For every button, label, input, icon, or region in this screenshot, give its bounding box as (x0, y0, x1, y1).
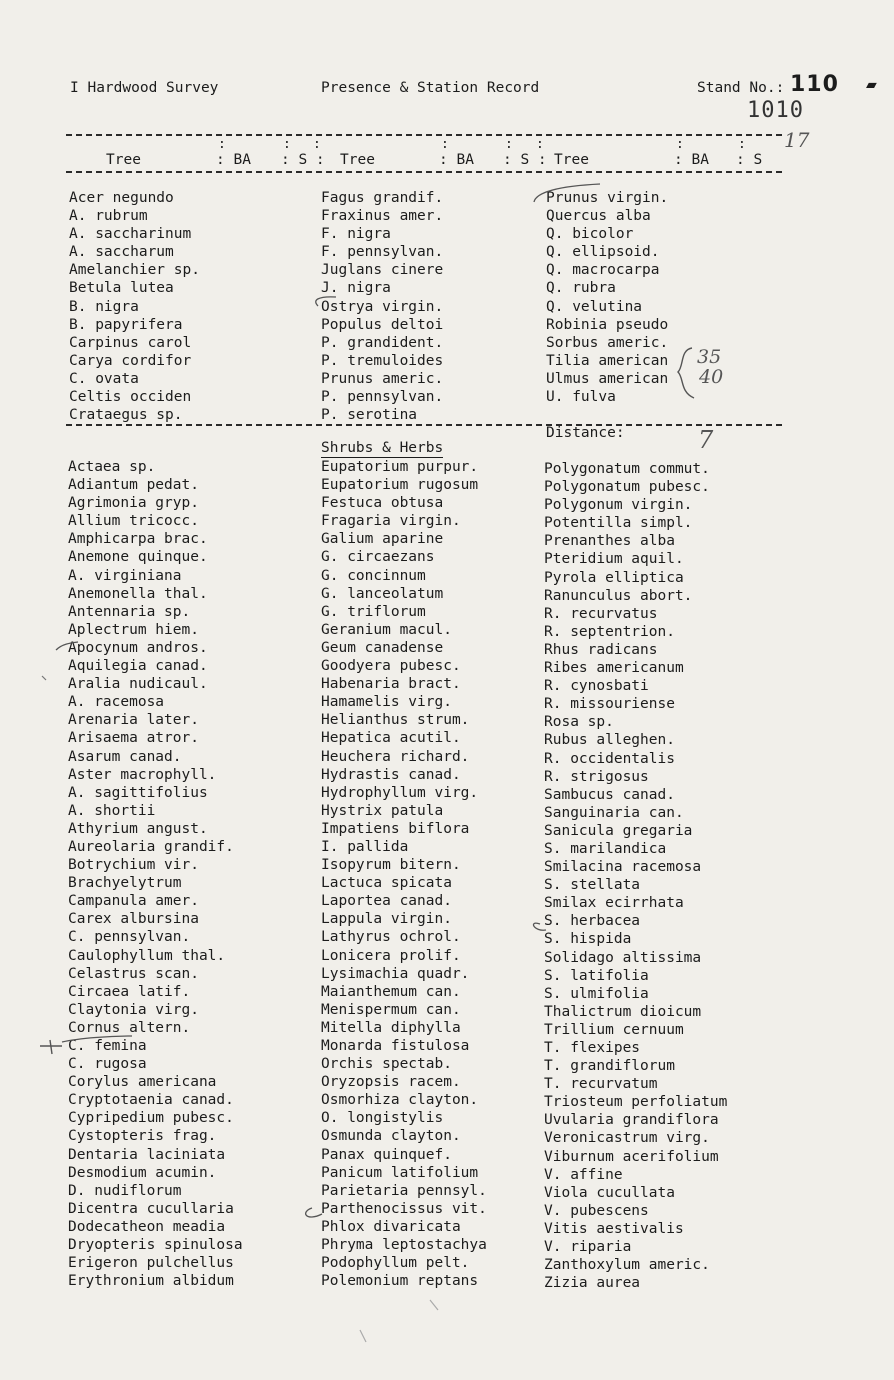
species-entry: Hamamelis virg. (321, 694, 452, 711)
species-entry: Aplectrum hiem. (68, 621, 199, 638)
tree-list-col3 (546, 189, 668, 406)
divider-colon: : (283, 137, 291, 152)
species-entry: Ulmus american (546, 370, 669, 387)
species-entry: T. recurvatum (544, 1076, 658, 1093)
divider-colon: : (505, 137, 513, 152)
species-entry: A. shortii (68, 802, 156, 819)
species-entry: C. pennsylvan. (68, 929, 191, 946)
species-entry: Galium aparine (321, 531, 444, 548)
species-entry: Thalictrum dioicum (544, 1003, 702, 1020)
species-entry: Sanicula gregaria (544, 822, 693, 839)
species-entry: Habenaria bract. (321, 676, 461, 693)
species-entry: Agrimonia gryp. (68, 495, 199, 512)
divider-colon: : (738, 137, 746, 152)
species-entry: S. stellata (544, 877, 641, 894)
species-entry: Fragaria virgin. (321, 513, 461, 530)
species-entry: Eupatorium rugosum (321, 477, 479, 494)
col-header-s-3: : S (736, 152, 763, 168)
species-entry: Dodecatheon meadia (68, 1218, 226, 1235)
species-entry: S. latifolia (544, 967, 649, 984)
species-entry: Rubus alleghen. (544, 732, 675, 749)
species-entry: Osmorhiza clayton. (321, 1092, 479, 1109)
species-entry: S. marilandica (544, 840, 667, 857)
species-entry: Carex albursina (68, 911, 199, 928)
species-entry: A. rubrum (69, 208, 148, 225)
species-entry: Isopyrum bitern. (321, 857, 461, 874)
species-entry: Hydrastis canad. (321, 766, 461, 783)
species-entry: D. nudiflorum (68, 1182, 182, 1199)
divider-colon: : (536, 137, 544, 152)
species-entry: Cryptotaenia canad. (68, 1092, 234, 1109)
species-entry: Eupatorium purpur. (321, 459, 479, 475)
species-entry: Dentaria laciniata (68, 1146, 226, 1163)
species-entry: Impatiens biflora (321, 820, 470, 837)
species-entry: Acer negundo (69, 190, 174, 206)
species-entry: Smilacina racemosa (544, 859, 702, 876)
species-entry: Anemone quinque. (68, 549, 208, 566)
species-entry: Q. macrocarpa (546, 262, 660, 279)
species-entry: R. missouriense (544, 696, 675, 713)
species-entry: Viola cucullata (544, 1184, 675, 1201)
species-entry: A. saccharum (69, 244, 174, 261)
record-title: Presence & Station Record (321, 80, 540, 96)
species-entry: Erigeron pulchellus (68, 1255, 234, 1272)
species-entry: Pyrola elliptica (544, 569, 684, 586)
species-entry: A. saccharinum (69, 226, 192, 243)
species-entry: Dicentra cucullaria (68, 1200, 234, 1217)
shrub-list-col2 (321, 458, 487, 1290)
tree-list-col1 (69, 189, 200, 424)
species-entry: G. lanceolatum (321, 585, 444, 602)
edge-mark: ▰ (866, 74, 877, 95)
species-entry: Campanula amer. (68, 893, 199, 910)
species-entry: Tilia american (546, 352, 669, 369)
species-entry: Asarum canad. (68, 748, 182, 765)
species-entry: Vitis aestivalis (544, 1220, 684, 1237)
species-entry: Monarda fistulosa (321, 1038, 470, 1054)
species-entry: Actaea sp. (68, 459, 156, 475)
species-entry: I. pallida (321, 838, 409, 855)
species-entry: Menispermum can. (321, 1001, 461, 1018)
species-entry: B. papyrifera (69, 316, 183, 333)
species-entry: Panicum latifolium (321, 1164, 479, 1181)
species-entry: S. ulmifolia (544, 985, 649, 1002)
species-entry: Populus deltoi (321, 316, 444, 333)
species-entry: O. longistylis (321, 1110, 444, 1127)
species-entry: Adiantum pedat. (68, 477, 199, 494)
species-entry: Osmunda clayton. (321, 1128, 461, 1145)
species-entry: Juglans cinere (321, 262, 444, 279)
species-entry: V. affine (544, 1166, 623, 1183)
divider-colon: : (441, 137, 449, 152)
species-entry: Carpinus carol (69, 334, 192, 351)
species-entry: Athyrium angust. (68, 820, 208, 837)
species-entry: Claytonia virg. (68, 1001, 199, 1018)
species-entry: P. serotina (321, 407, 418, 424)
species-entry: Ribes americanum (544, 660, 684, 677)
species-entry: Lonicera prolif. (321, 947, 461, 964)
species-entry: A. virginiana (68, 567, 182, 584)
species-entry: Caulophyllum thal. (68, 947, 226, 964)
species-entry: V. pubescens (544, 1202, 649, 1219)
corner-number: 17 (784, 128, 810, 152)
species-entry: Aster macrophyll. (68, 766, 217, 783)
species-entry: Dryopteris spinulosa (68, 1237, 243, 1254)
divider-colon: : (676, 137, 684, 152)
species-entry: R. occidentalis (544, 750, 675, 767)
stray-mark (360, 1300, 438, 1342)
species-entry: A. sagittifolius (68, 784, 208, 801)
col-header-ba-2: : BA (439, 152, 474, 168)
species-entry: Prenanthes alba (544, 533, 675, 550)
shrub-list-col3 (544, 460, 727, 1292)
top-dashed-rule (66, 134, 782, 136)
stray-mark (42, 676, 46, 680)
species-entry: Podophyllum pelt. (321, 1255, 470, 1272)
divider-colon: : (218, 137, 226, 152)
species-entry: Ostrya virgin. (321, 298, 444, 315)
species-entry: Celastrus scan. (68, 965, 199, 982)
species-entry: Festuca obtusa (321, 495, 444, 512)
species-entry: Amelanchier sp. (69, 262, 200, 279)
species-entry: Pteridium aquil. (544, 551, 684, 568)
col-header-tree-1: Tree (106, 152, 141, 168)
species-entry: Zizia aurea (544, 1275, 641, 1292)
species-entry: Q. rubra (546, 280, 616, 297)
species-entry: P. tremuloides (321, 352, 444, 369)
species-entry: Triosteum perfoliatum (544, 1094, 728, 1111)
col-header-tree-2: Tree (340, 152, 375, 168)
species-entry: Viburnum acerifolium (544, 1148, 719, 1165)
species-entry: Lactuca spicata (321, 875, 452, 892)
species-entry: Cornus altern. (68, 1019, 191, 1036)
species-entry: Aureolaria grandif. (68, 838, 234, 855)
species-entry: Aralia nudicaul. (68, 676, 208, 693)
mid-dashed-rule (66, 424, 782, 426)
species-entry: Sorbus americ. (546, 334, 669, 351)
species-entry: Solidago altissima (544, 949, 702, 966)
species-entry: Polygonatum commut. (544, 461, 710, 477)
species-entry: Betula lutea (69, 280, 174, 297)
species-entry: Cystopteris frag. (68, 1128, 217, 1145)
stand-number: 110 (790, 72, 839, 97)
species-entry: Rhus radicans (544, 641, 658, 658)
species-entry: Celtis occiden (69, 389, 192, 406)
species-entry: P. pennsylvan. (321, 389, 444, 406)
species-entry: Heuchera richard. (321, 748, 470, 765)
species-entry: S. herbacea (544, 913, 641, 930)
species-entry: F. nigra (321, 226, 391, 243)
species-entry: F. pennsylvan. (321, 244, 444, 261)
species-entry: Orchis spectab. (321, 1056, 452, 1073)
species-entry: Lappula virgin. (321, 911, 452, 928)
species-entry: Amphicarpa brac. (68, 531, 208, 548)
col-header-tree-3: Tree (554, 152, 589, 168)
species-entry: Parietaria pennsyl. (321, 1182, 487, 1199)
species-entry: Geranium macul. (321, 621, 452, 638)
species-entry: G. circaezans (321, 549, 435, 566)
species-entry: Q. ellipsoid. (546, 244, 660, 261)
species-entry: Desmodium acumin. (68, 1164, 217, 1181)
species-entry: Parthenocissus vit. (321, 1200, 487, 1217)
species-entry: Goodyera pubesc. (321, 658, 461, 675)
species-entry: V. riparia (544, 1239, 632, 1256)
species-entry: Potentilla simpl. (544, 515, 693, 532)
species-entry: Hystrix patula (321, 802, 444, 819)
species-entry: Anemonella thal. (68, 585, 208, 602)
species-entry: P. grandident. (321, 334, 444, 351)
col-header-ba-1: : BA (216, 152, 251, 168)
species-entry: Hydrophyllum virg. (321, 784, 479, 801)
species-entry: Prunus americ. (321, 370, 444, 387)
check-mark (306, 1208, 322, 1217)
species-entry: Q. velutina (546, 298, 643, 315)
species-entry: Helianthus strum. (321, 712, 470, 729)
species-entry: Hepatica acutil. (321, 730, 461, 747)
species-entry: Allium tricocc. (68, 513, 199, 530)
species-entry: Panax quinquef. (321, 1146, 452, 1163)
species-entry: J. nigra (321, 280, 391, 297)
species-entry: T. flexipes (544, 1040, 641, 1056)
species-entry: Sanguinaria can. (544, 804, 684, 821)
col-header-s-2: : S : (503, 152, 547, 168)
shrub-list-col1 (68, 458, 243, 1290)
species-entry: S. hispida (544, 931, 632, 948)
species-entry: Apocynum andros. (68, 639, 208, 656)
species-entry: Corylus americana (68, 1074, 217, 1091)
species-entry: Uvularia grandiflora (544, 1112, 719, 1129)
header-dashed-rule (66, 171, 782, 173)
species-entry: B. nigra (69, 298, 139, 315)
species-entry: U. fulva (546, 389, 616, 406)
species-entry: Trillium cernuum (544, 1021, 684, 1038)
species-entry: Polygonatum pubesc. (544, 479, 710, 496)
species-entry: C. femina (68, 1038, 147, 1054)
divider-colon: : (313, 137, 321, 152)
species-entry: Crataegus sp. (69, 407, 183, 424)
species-entry: T. grandiflorum (544, 1058, 675, 1075)
col-header-s-1: : S : (281, 152, 325, 168)
species-entry: Robinia pseudo (546, 316, 669, 333)
species-entry: Quercus alba (546, 208, 651, 225)
species-entry: Rosa sp. (544, 714, 614, 731)
plus-mark (40, 1040, 62, 1054)
species-entry: Circaea latif. (68, 983, 191, 1000)
tree-list-col2 (321, 189, 443, 424)
species-entry: G. concinnum (321, 567, 426, 584)
brace-mark (674, 346, 698, 400)
bracket-value-bottom: 40 (699, 366, 724, 388)
species-entry: Q. bicolor (546, 226, 634, 243)
species-entry: Laportea canad. (321, 893, 452, 910)
species-entry: Maianthemum can. (321, 983, 461, 1000)
species-entry: Ranunculus abort. (544, 587, 693, 604)
species-entry: R. septentrion. (544, 623, 675, 640)
shrubs-heading (321, 440, 443, 456)
species-entry: C. rugosa (68, 1056, 147, 1073)
species-entry: R. cynosbati (544, 678, 649, 695)
survey-title: I Hardwood Survey (70, 80, 219, 96)
species-entry: Geum canadense (321, 639, 444, 656)
shrubs-heading-text: Shrubs & Herbs (321, 440, 444, 456)
species-entry: Carya cordifor (69, 352, 192, 369)
distance-label: Distance: (546, 425, 625, 441)
stand-number-handwritten: 1010 (747, 98, 804, 123)
species-entry: Zanthoxylum americ. (544, 1257, 710, 1274)
species-entry: Lathyrus ochrol. (321, 929, 461, 946)
species-entry: Polygonum virgin. (544, 497, 693, 514)
species-entry: Phryma leptostachya (321, 1237, 487, 1254)
species-entry: C. ovata (69, 370, 139, 387)
species-entry: A. racemosa (68, 694, 165, 711)
species-entry: Sambucus canad. (544, 786, 675, 803)
species-entry: R. recurvatus (544, 605, 658, 622)
species-entry: Polemonium reptans (321, 1273, 479, 1290)
species-entry: Arisaema atror. (68, 730, 199, 747)
species-entry: Fraxinus amer. (321, 208, 444, 225)
distance-value: 7 (698, 426, 714, 454)
species-entry: Fagus grandif. (321, 190, 444, 206)
species-entry: Botrychium vir. (68, 857, 199, 874)
col-header-ba-3: : BA (674, 152, 709, 168)
species-entry: Arenaria later. (68, 712, 199, 729)
species-entry: Prunus virgin. (546, 190, 669, 206)
species-entry: G. triflorum (321, 603, 426, 620)
species-entry: Phlox divaricata (321, 1218, 461, 1235)
species-entry: Brachyelytrum (68, 875, 182, 892)
species-entry: Erythronium albidum (68, 1273, 234, 1290)
bracket-value-top: 35 (697, 346, 722, 368)
species-entry: Oryzopsis racem. (321, 1074, 461, 1091)
species-entry: Aquilegia canad. (68, 658, 208, 675)
species-entry: Cypripedium pubesc. (68, 1110, 234, 1127)
species-entry: Antennaria sp. (68, 603, 191, 620)
species-entry: Smilax ecirrhata (544, 895, 684, 912)
species-entry: R. strigosus (544, 768, 649, 785)
stand-label: Stand No.: (697, 80, 785, 96)
species-entry: Veronicastrum virg. (544, 1130, 710, 1147)
species-entry: Mitella diphylla (321, 1019, 461, 1036)
species-entry: Lysimachia quadr. (321, 965, 470, 982)
